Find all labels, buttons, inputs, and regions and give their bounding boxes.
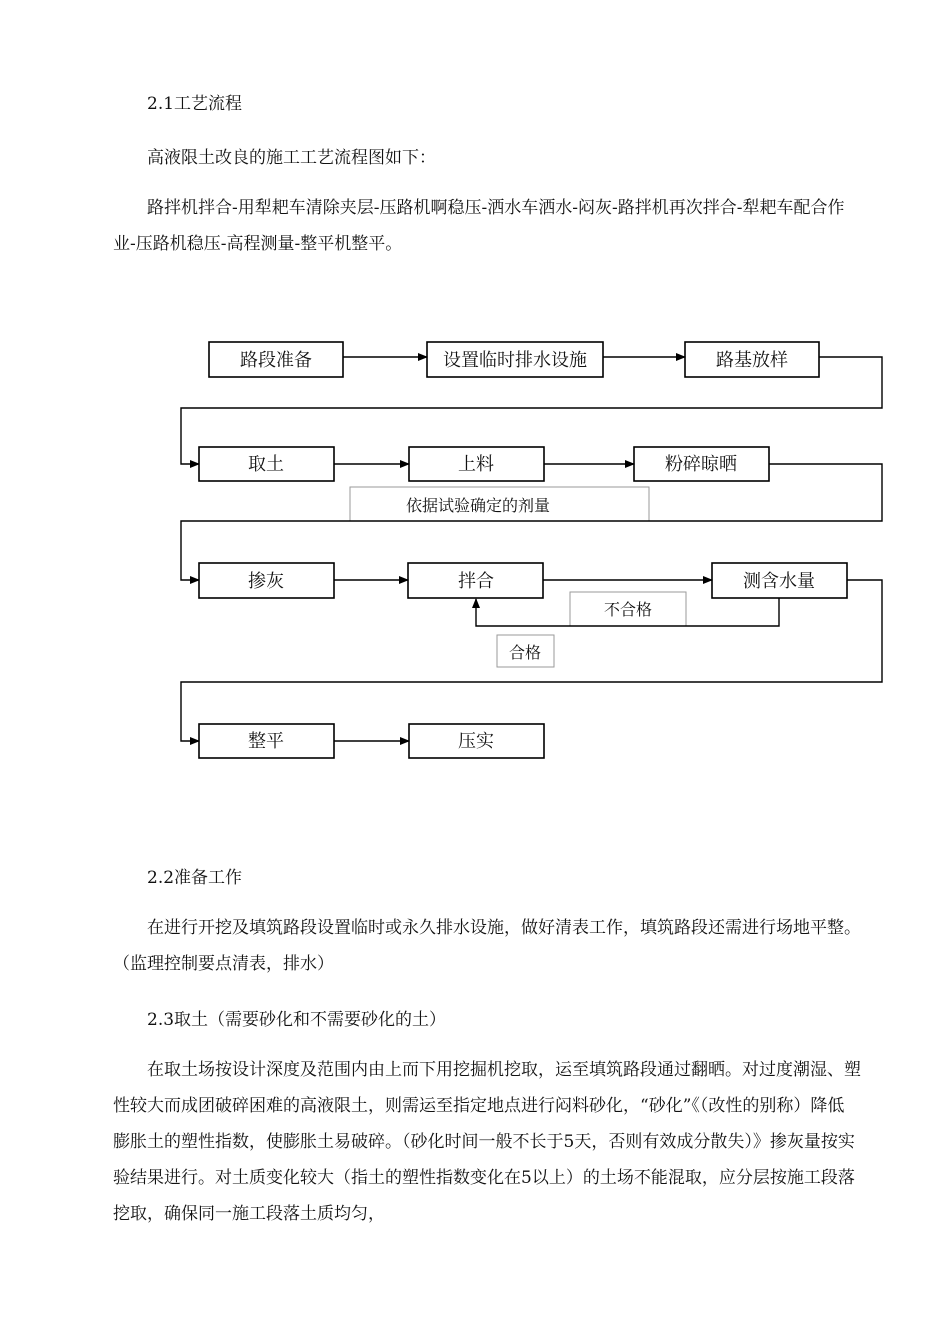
process-sequence-text: 路拌机拌合-用犁耙车清除夹层-压路机啊稳压-洒水车洒水-闷灰-路拌机再次拌合-犁耙车配合作业-压路机稳压-高程测量-整平机整平。: [113, 198, 845, 254]
section-2-3-body: 在取土场按设计深度及范围内由上而下用挖掘机挖取，运至填筑路段通过翻晒。对过度潮湿、塑性较大而成团破碎困难的高液限土，则需运至指定地点进行闷料砂化，“砂化”《（改性的别称）降低膨胀土的塑性指数，使膨胀土易破碎。（砂化时间一般不长于5天，否则有效成分散失）》掺灰量按实验结果进行。对土质变化较大（指土的塑性指数变化在5以上）的土场不能混取，应分层按施工段落挖取，确保同一施工段落土质均匀，: [113, 1060, 861, 1224]
section-heading-2-3: 2.3取土（需要砂化和不需要砂化的土）: [147, 1010, 447, 1030]
flow-node-crush: [634, 447, 769, 481]
flow-node-lime: [199, 563, 334, 598]
section-heading-2-2: 2.2准备工作: [147, 868, 243, 888]
svg-text:压实: 压实: [458, 731, 494, 752]
svg-text:拌合: 拌合: [458, 571, 494, 592]
flow-node-road-prep: [209, 342, 343, 377]
svg-text:整平: 整平: [248, 731, 284, 752]
flow-node-moisture: [712, 563, 847, 598]
flow-node-borrow: [199, 447, 334, 481]
svg-text:依据试验确定的剂量: 依据试验确定的剂量: [405, 496, 551, 515]
svg-text:掺灰: 掺灰: [248, 571, 284, 592]
svg-text:路基放样: 路基放样: [716, 350, 788, 371]
dosage-note: [350, 487, 649, 521]
pass-note: [497, 635, 554, 667]
svg-text:不合格: 不合格: [603, 600, 653, 619]
flow-node-drainage: [427, 342, 603, 377]
flow-node-leveling: [199, 724, 334, 758]
fail-note: [570, 592, 686, 626]
section-2-2-body: 在进行开挖及填筑路段设置临时或永久排水设施，做好清表工作，填筑路段还需进行场地平整。（监理控制要点清表，排水）: [113, 918, 861, 974]
svg-text:设置临时排水设施: 设置临时排水设施: [443, 350, 587, 371]
svg-text:路段准备: 路段准备: [240, 350, 312, 371]
svg-text:合格: 合格: [508, 643, 542, 662]
flow-node-mixing: [408, 563, 543, 598]
svg-text:取土: 取土: [248, 454, 284, 475]
svg-text:上料: 上料: [458, 454, 494, 475]
svg-text:粉碎晾晒: 粉碎晾晒: [665, 454, 737, 475]
flow-node-compaction: [409, 724, 544, 758]
flow-node-loading: [409, 447, 544, 481]
flow-intro-text: 高液限土改良的施工工艺流程图如下：: [147, 148, 436, 168]
section-heading-2-1: 2.1工艺流程: [147, 94, 243, 114]
flow-node-staking: [685, 342, 819, 377]
svg-text:测含水量: 测含水量: [743, 571, 815, 592]
